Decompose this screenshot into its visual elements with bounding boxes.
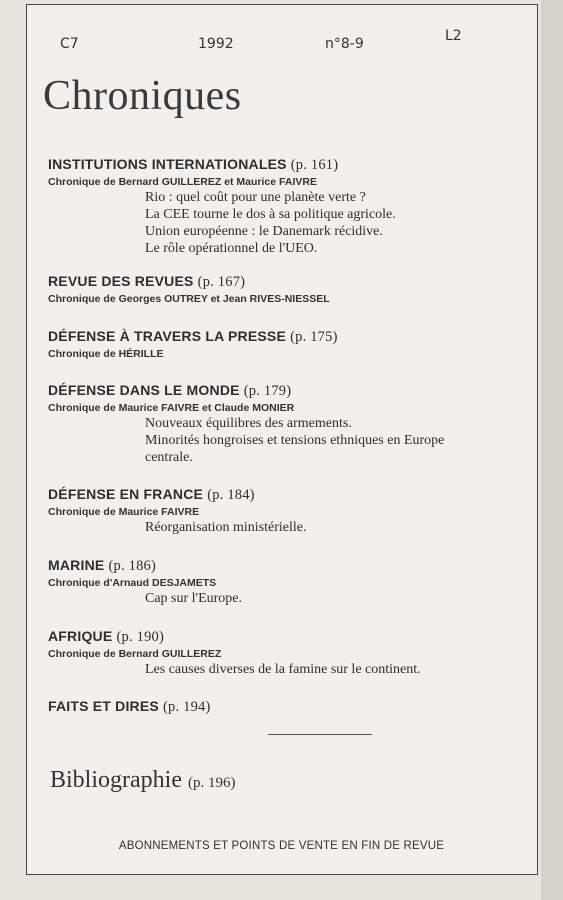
list-item: Minorités hongroises et tensions ethniques en Europe centrale.: [145, 433, 445, 465]
page-edge: [541, 0, 563, 900]
section-page: (p. 167): [197, 274, 246, 290]
section-page: (p. 190): [116, 629, 165, 645]
section-afrique: [48, 627, 508, 678]
chronicle-authors: Chronique de Georges OUTREY et Jean RIVES-NIESSEL: [48, 293, 330, 305]
handwritten-note-right: L2: [445, 28, 462, 44]
section-defense-en-france: [48, 485, 508, 536]
section-heading: INSTITUTIONS INTERNATIONALES: [48, 156, 287, 172]
section-heading: FAITS ET DIRES: [48, 698, 159, 714]
bibliography-page: (p. 196): [187, 775, 236, 791]
chronicle-authors: Chronique de Maurice FAIVRE et Claude MONIER: [48, 402, 295, 414]
list-item: Les causes diverses de la famine sur le continent.: [145, 662, 421, 677]
list-item: Union européenne : le Danemark récidive.: [145, 224, 383, 239]
section-revue-des-revues: [48, 272, 508, 306]
section-page: (p. 194): [163, 699, 211, 715]
list-item: Nouveaux équilibres des armements.: [145, 416, 352, 431]
item-list: [145, 415, 508, 466]
section-page: (p. 175): [290, 329, 338, 345]
chronicle-authors: Chronique de Bernard GUILLEREZ et Maurice FAIVRE: [48, 176, 317, 188]
section-heading: DÉFENSE DANS LE MONDE: [48, 382, 240, 398]
bibliography-heading: [50, 767, 235, 794]
item-list: [145, 590, 508, 607]
section-faits-et-dires: [48, 697, 508, 716]
handwritten-issue: n°8-9: [325, 36, 364, 52]
section-heading: DÉFENSE EN FRANCE: [48, 486, 204, 502]
list-item: Rio : quel coût pour une planète verte ?: [145, 190, 366, 205]
item-list: [145, 519, 508, 536]
item-list: [145, 189, 508, 257]
handwritten-note-left: C7: [60, 36, 79, 52]
section-institutions-internationales: [48, 155, 508, 257]
chronicle-authors: Chronique de Bernard GUILLEREZ: [48, 648, 222, 660]
bibliography-label: Bibliographie: [50, 767, 182, 793]
section-heading: DÉFENSE À TRAVERS LA PRESSE: [48, 328, 286, 344]
footer-note: ABONNEMENTS ET POINTS DE VENTE EN FIN DE REVUE: [118, 840, 445, 852]
list-item: La CEE tourne le dos à sa politique agricole.: [145, 207, 396, 222]
chronicle-authors: Chronique de HÉRILLE: [48, 348, 164, 360]
chronicle-authors: Chronique d'Arnaud DESJAMETS: [48, 577, 217, 589]
section-page: (p. 179): [243, 383, 292, 399]
item-list: [145, 661, 508, 678]
section-page: (p. 161): [290, 157, 339, 173]
handwritten-year: 1992: [198, 36, 234, 52]
section-heading: AFRIQUE: [48, 628, 113, 644]
section-heading: REVUE DES REVUES: [48, 273, 194, 289]
chronicle-authors: Chronique de Maurice FAIVRE: [48, 506, 200, 518]
section-defense-a-travers-la-presse: [48, 327, 508, 361]
divider: [268, 734, 372, 735]
list-item: Réorganisation ministérielle.: [145, 520, 307, 535]
section-heading: MARINE: [48, 557, 105, 573]
section-page: (p. 186): [108, 558, 157, 574]
section-defense-dans-le-monde: [48, 381, 508, 466]
page-title: Chroniques: [43, 73, 242, 119]
section-page: (p. 184): [207, 487, 255, 503]
list-item: Le rôle opérationnel de l'UEO.: [145, 241, 318, 256]
list-item: Cap sur l'Europe.: [145, 591, 243, 606]
section-marine: [48, 556, 508, 607]
